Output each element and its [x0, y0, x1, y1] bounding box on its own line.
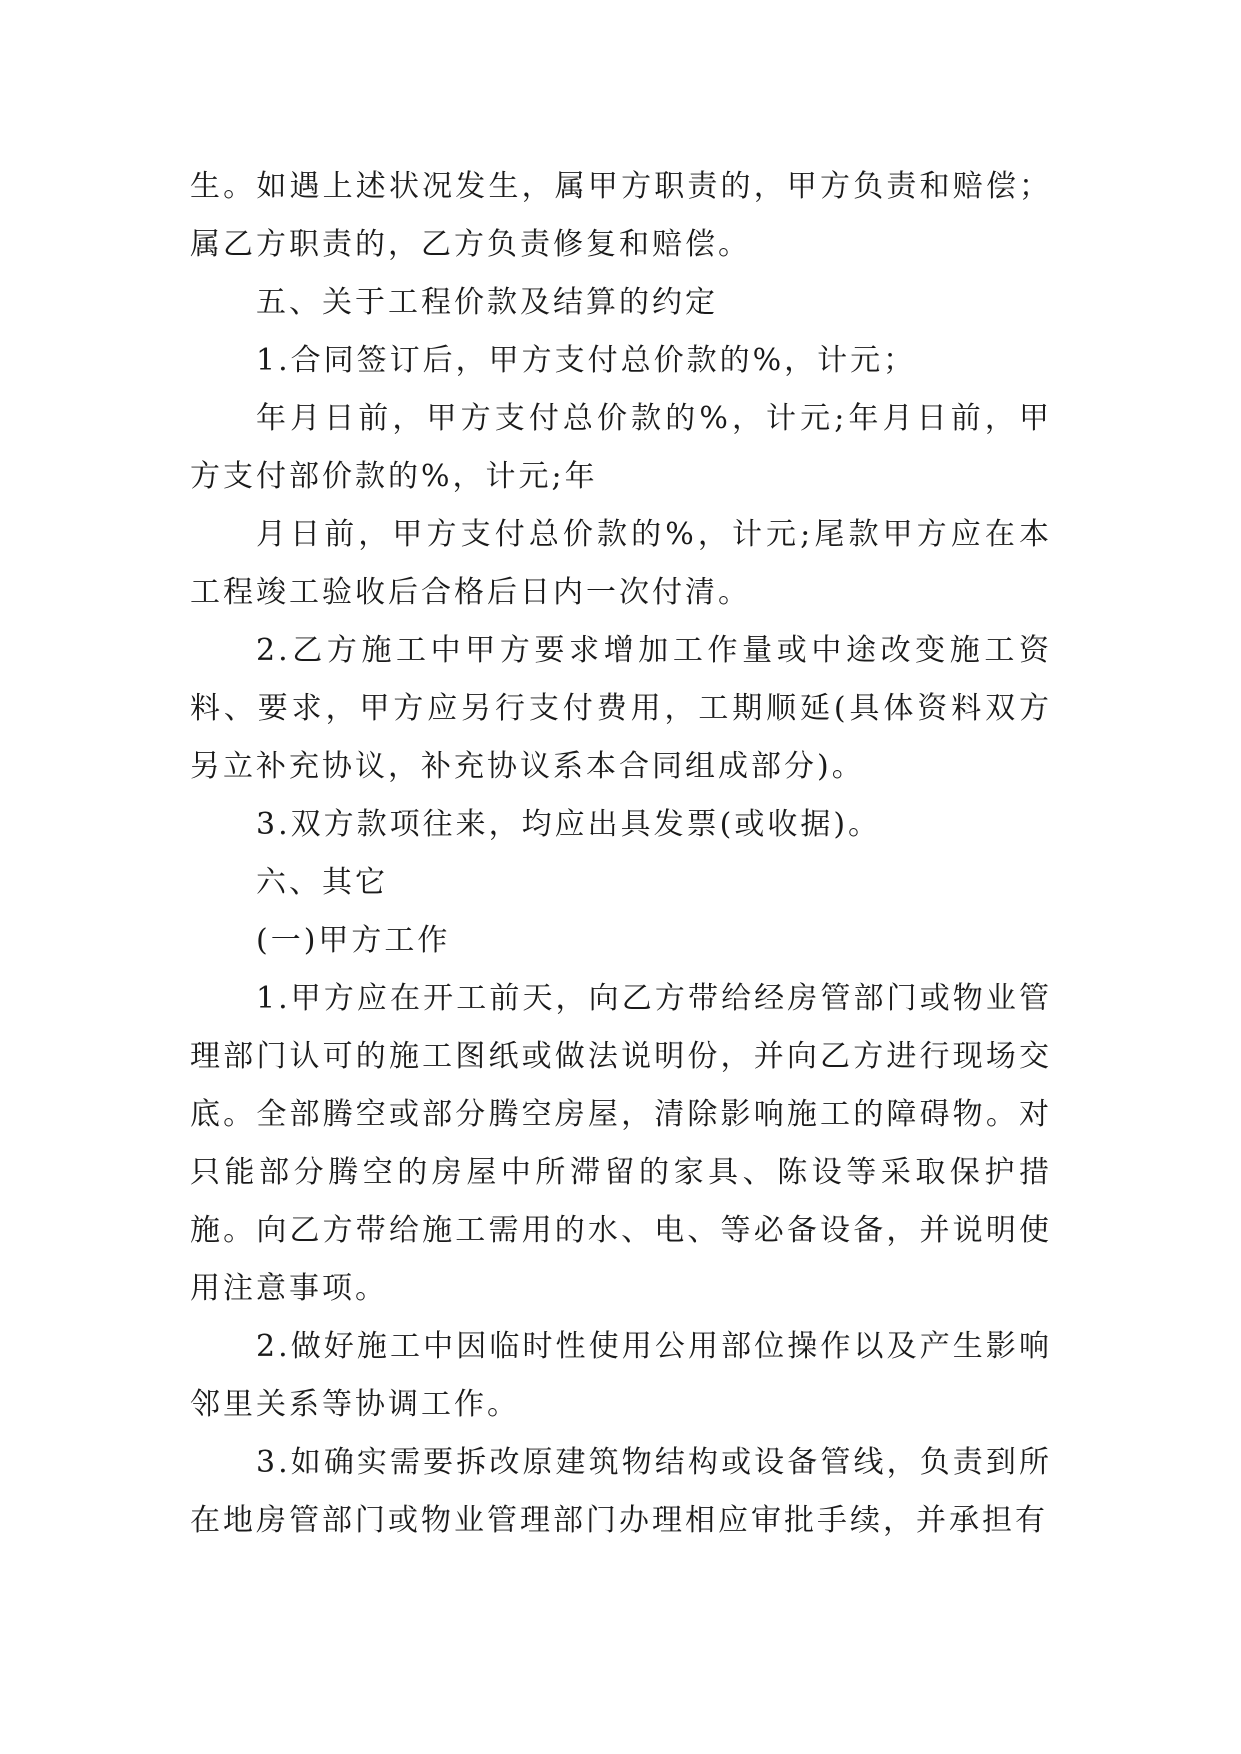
- clause-5-2: 2.乙方施工中甲方要求增加工作量或中途改变施工资料、要求，甲方应另行支付费用，工期顺延(具体资料双方另立补充协议，补充协议系本合同组成部分)。: [190, 633, 1052, 784]
- clause-5-3: 3.双方款项往来，均应出具发票(或收据)。: [256, 807, 882, 842]
- subsection-heading-party-a: (一)甲方工作: [256, 923, 451, 958]
- section-heading-six: 六、其它: [256, 865, 388, 900]
- payment-schedule-1: 年月日前，甲方支付总价款的%，计元;年月日前，甲方支付部价款的%，计元;年: [190, 401, 1052, 494]
- clause-6-3: 3.如确实需要拆改原建筑物结构或设备管线，负责到所在地房管部门或物业管理部门办理相应审批手续，并承担有: [190, 1445, 1052, 1538]
- clause-5-1: 1.合同签订后，甲方支付总价款的%，计元；: [256, 343, 917, 378]
- section-heading-five: 五、关于工程价款及结算的约定: [256, 285, 718, 320]
- payment-schedule-2: 月日前，甲方支付总价款的%，计元;尾款甲方应在本工程竣工验收后合格后日内一次付清。: [190, 517, 1052, 610]
- clause-6-1: 1.甲方应在开工前天，向乙方带给经房管部门或物业管理部门认可的施工图纸或做法说明份，并向乙方进行现场交底。全部腾空或部分腾空房屋，清除影响施工的障碍物。对只能部分腾空的房屋中所滞留的家具、陈设等采取保护措施。向乙方带给施工需用的水、电、等必备设备，并说明使用注意事项。: [190, 981, 1052, 1306]
- clause-6-2: 2.做好施工中因临时性使用公用部位操作以及产生影响邻里关系等协调工作。: [190, 1329, 1052, 1422]
- paragraph-continuation: 生。如遇上述状况发生，属甲方职责的，甲方负责和赔偿；属乙方职责的，乙方负责修复和赔偿。: [190, 169, 1052, 262]
- document-body: [190, 158, 1052, 1550]
